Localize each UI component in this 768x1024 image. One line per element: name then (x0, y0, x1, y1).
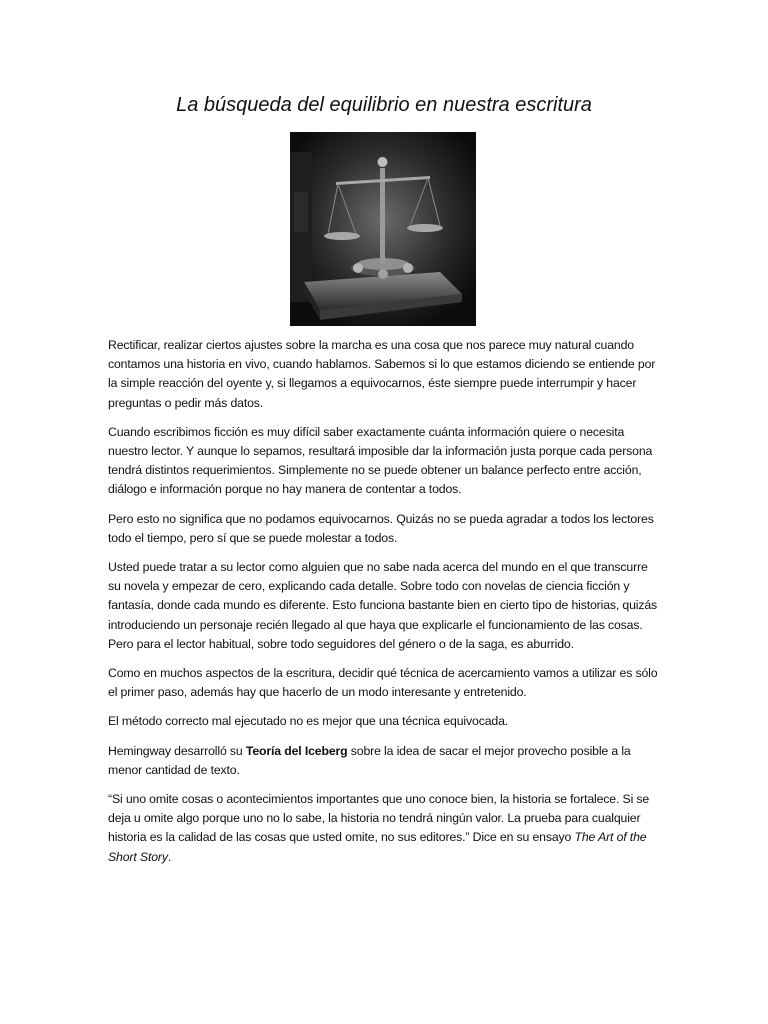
scales-of-justice-image (290, 132, 476, 326)
paragraph: Rectificar, realizar ciertos ajustes sobre la marcha es una cosa que nos parece muy natural cuando contamos una historia en vivo, cuando hablamos. Sabemos si lo que estamos diciendo se entiende por la simple reacción del oyente y, si llegamos a equivocarnos, éste siempre puede interrumpir y hacer preguntas o pedir más datos. (108, 338, 656, 410)
document-title: La búsqueda del equilibrio en nuestra escritura (176, 94, 592, 116)
iceberg-paragraph (108, 742, 663, 780)
quote-end: . (167, 849, 172, 864)
quote-paragraph (108, 790, 663, 867)
paragraph: Pero esto no significa que no podamos equivocarnos. Quizás no se pueda agradar a todos los lectores todo el tiempo, pero sí que se puede molestar a todos. (108, 511, 654, 545)
quote-text: “Si uno omite cosas o acontecimientos importantes que uno conoce bien, la historia se fortalece. Si se deja u omite algo porque uno no lo sabe, la historia no tendrá ningún valor. La prueba para cualquier historia es la calidad de las cosas que usted omite, no sus editores.” Dice en su ensayo (108, 792, 650, 845)
paragraph: Como en muchos aspectos de la escritura, decidir qué técnica de acercamiento vamos a utilizar es sólo el primer paso, además hay que hacerlo de un modo interesante y entretenido. (108, 666, 658, 700)
essay-title: The Art of the Short Story (108, 830, 647, 864)
paragraph: Cuando escribimos ficción es muy difícil saber exactamente cuánta información quiere o necesita nuestro lector. Y aunque lo sepamos, resultará imposible dar la información justa porque cada persona tendrá distintos requerimientos. Simplemente no se puede obtener un balance perfecto entre acción, diálogo e información porque no hay manera de contentar a todos. (108, 424, 653, 497)
iceberg-text-before: Hemingway desarrolló su (108, 743, 246, 758)
iceberg-text-after: sobre la idea de sacar el mejor provecho posible a la menor cantidad de texto. (108, 743, 631, 777)
paragraph: Usted puede tratar a su lector como alguien que no sabe nada acerca del mundo en el que transcurre su novela y empezar de cero, explicando cada detalle. Sobre todo con novelas de ciencia ficción y fantasía, donde cada mundo es diferente. Esto funciona bastante bien en cierto tipo de historias, quizás introduciendo un personaje recién llegado al que haya que explicarle el funcionamiento de las cosas. Pero para el lector habitual, sobre todo seguidores del género o de la saga, es aburrido. (108, 560, 658, 651)
article-body (108, 336, 663, 877)
paragraph: El método correcto mal ejecutado no es mejor que una técnica equivocada. (108, 714, 509, 729)
iceberg-theory-term: Teoría del Iceberg (245, 743, 348, 758)
